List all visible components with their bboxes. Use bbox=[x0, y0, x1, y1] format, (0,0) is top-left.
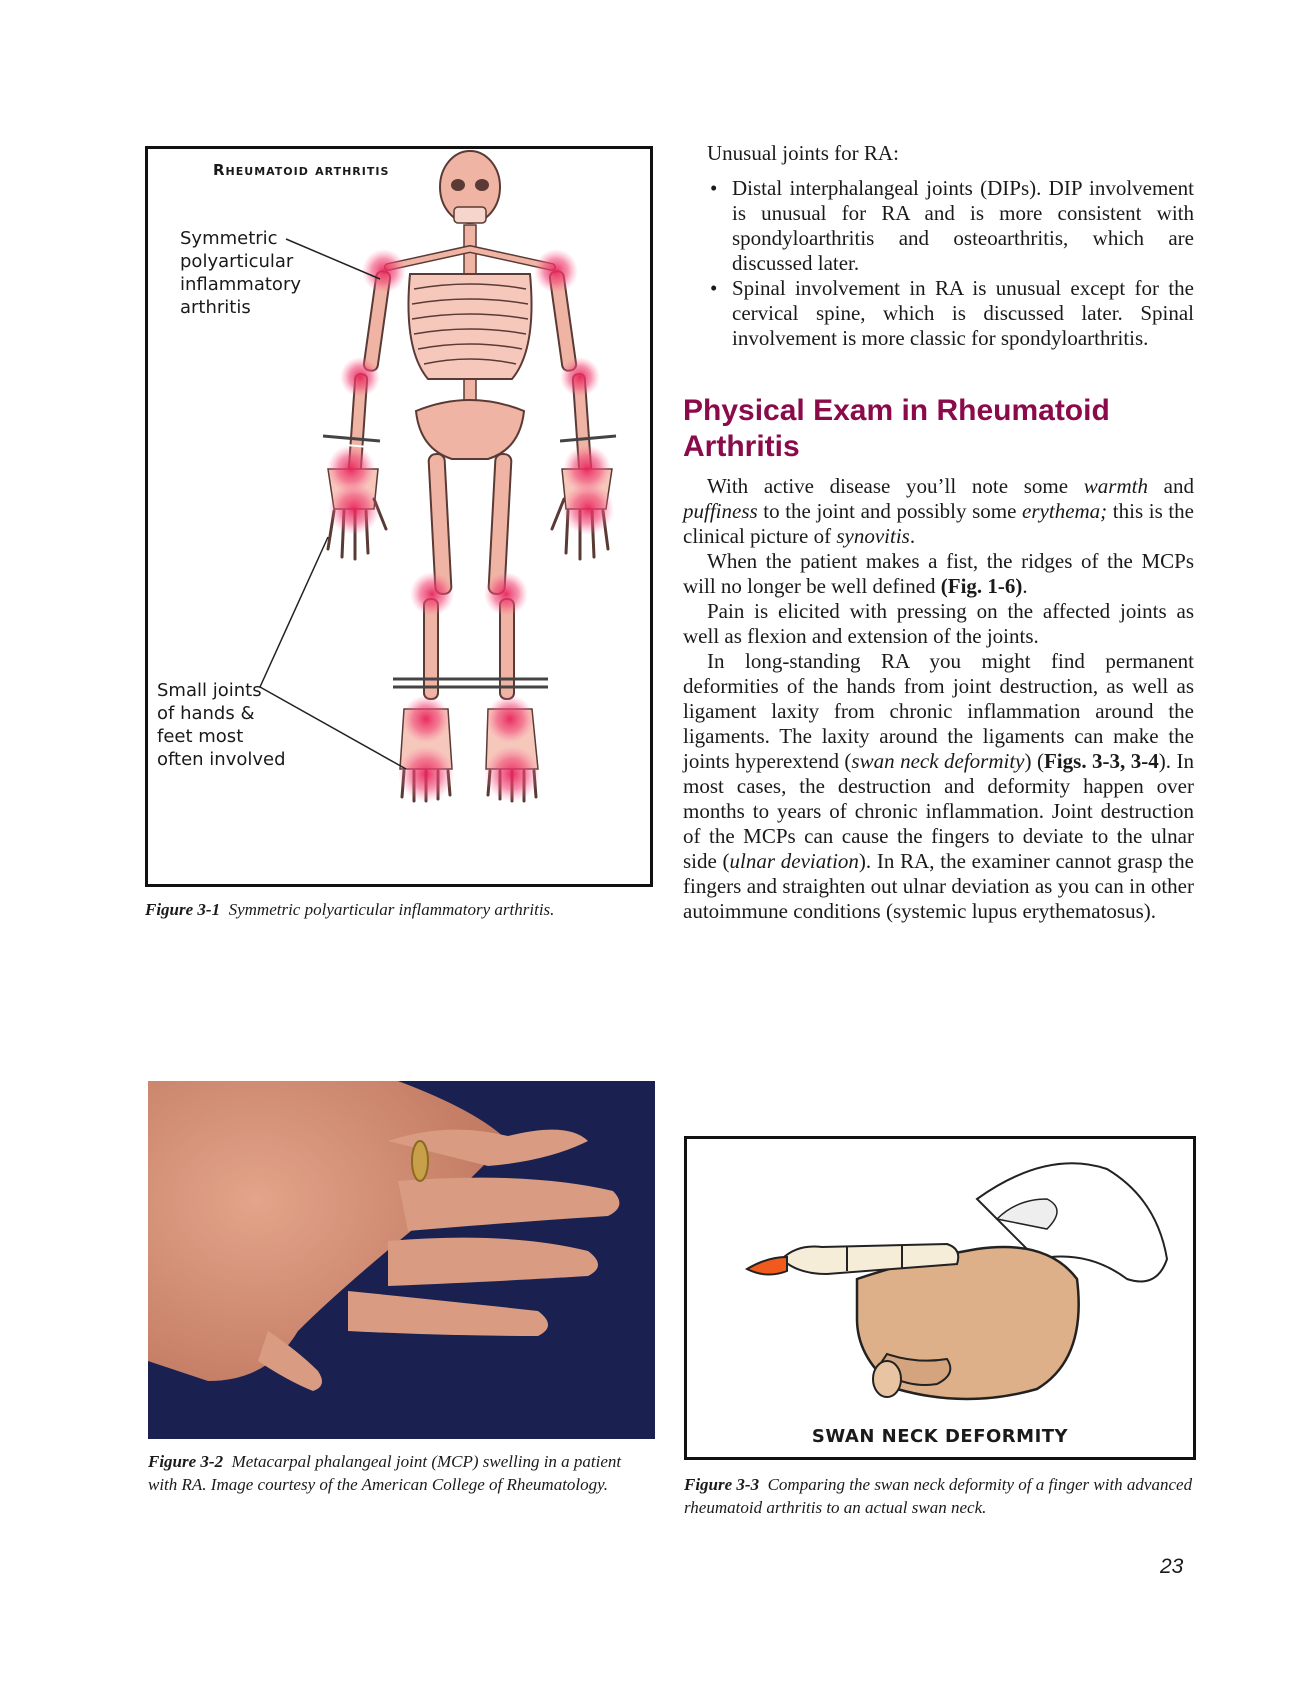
figure-3-2-photo bbox=[148, 1081, 655, 1439]
caption-number: Figure 3-2 bbox=[148, 1452, 224, 1471]
paragraph-4: In long-standing RA you might find permanent deformities of the hands from joint destruction, as well as ligament laxity from chronic inflammation around the ligaments. The laxity around the ligaments can make the joints hyperextend (swan neck deformity) (Figs. 3-3, 3-4). In most cases, the destruction and deformity happen over months to years of chronic inflammation. Joint destruction of the MCPs can cause the fingers to deviate to the ulnar side (ulnar deviation). In RA, the examiner cannot grasp the fingers and straighten out ulnar deviation as you can in other autoimmune conditions (systemic lupus erythematosus). bbox=[683, 649, 1194, 923]
figure-3-1-illustration bbox=[145, 146, 653, 887]
label-symmetric-arthritis: Symmetric polyarticular inflammatory arthritis bbox=[180, 228, 301, 318]
intro-text: Unusual joints for RA: bbox=[707, 141, 899, 165]
swan-neck-drawing bbox=[687, 1139, 1193, 1457]
page-number: 23 bbox=[1160, 1555, 1184, 1578]
label-small-joints: Small joints of hands & feet most often involved bbox=[157, 680, 286, 770]
unusual-joints-list bbox=[707, 176, 1194, 351]
paragraph-2: When the patient makes a fist, the ridges of the MCPs will no longer be well defined (Fig. 1-6). bbox=[683, 549, 1194, 598]
leader-line-bottom-1 bbox=[260, 537, 328, 687]
caption-number: Figure 3-3 bbox=[684, 1475, 760, 1494]
list-item: • Spinal involvement in RA is unusual except for the cervical spine, which is discussed later. Spinal involvement is more classic for spondyloarthritis. bbox=[732, 276, 1194, 351]
caption-number: Figure 3-1 bbox=[145, 900, 221, 919]
hand-photo bbox=[148, 1081, 655, 1439]
caption-text: Comparing the swan neck deformity of a finger with advanced rheumatoid arthritis to an actual swan neck. bbox=[684, 1475, 1193, 1517]
figure-3-2-caption bbox=[148, 1450, 643, 1496]
figure-3-3-caption bbox=[684, 1473, 1196, 1519]
caption-text: Symmetric polyarticular inflammatory arthritis. bbox=[228, 900, 555, 919]
figure-title: Rheumatoid arthritis bbox=[213, 161, 390, 179]
figure-label: SWAN NECK DEFORMITY bbox=[811, 1426, 1069, 1447]
list-item: • Distal interphalangeal joints (DIPs). DIP involvement is unusual for RA and is more consistent with spondyloarthritis and osteoarthritis, which are discussed later. bbox=[732, 176, 1194, 276]
caption-text: Metacarpal phalangeal joint (MCP) swelling in a patient with RA. Image courtesy of the American College of Rheumatology. bbox=[148, 1452, 622, 1494]
figure-3-3-illustration bbox=[684, 1136, 1196, 1460]
paragraph-3: Pain is elicited with pressing on the affected joints as well as flexion and extension of the joints. bbox=[683, 599, 1194, 648]
figure-3-1-caption bbox=[145, 898, 655, 921]
section-heading: Physical Exam in Rheumatoid Arthritis bbox=[683, 394, 1110, 463]
paragraph-1: With active disease you’ll note some warmth and puffiness to the joint and possibly some erythema; this is the clinical picture of synovitis. bbox=[683, 474, 1194, 548]
body-paragraphs bbox=[683, 474, 1194, 924]
